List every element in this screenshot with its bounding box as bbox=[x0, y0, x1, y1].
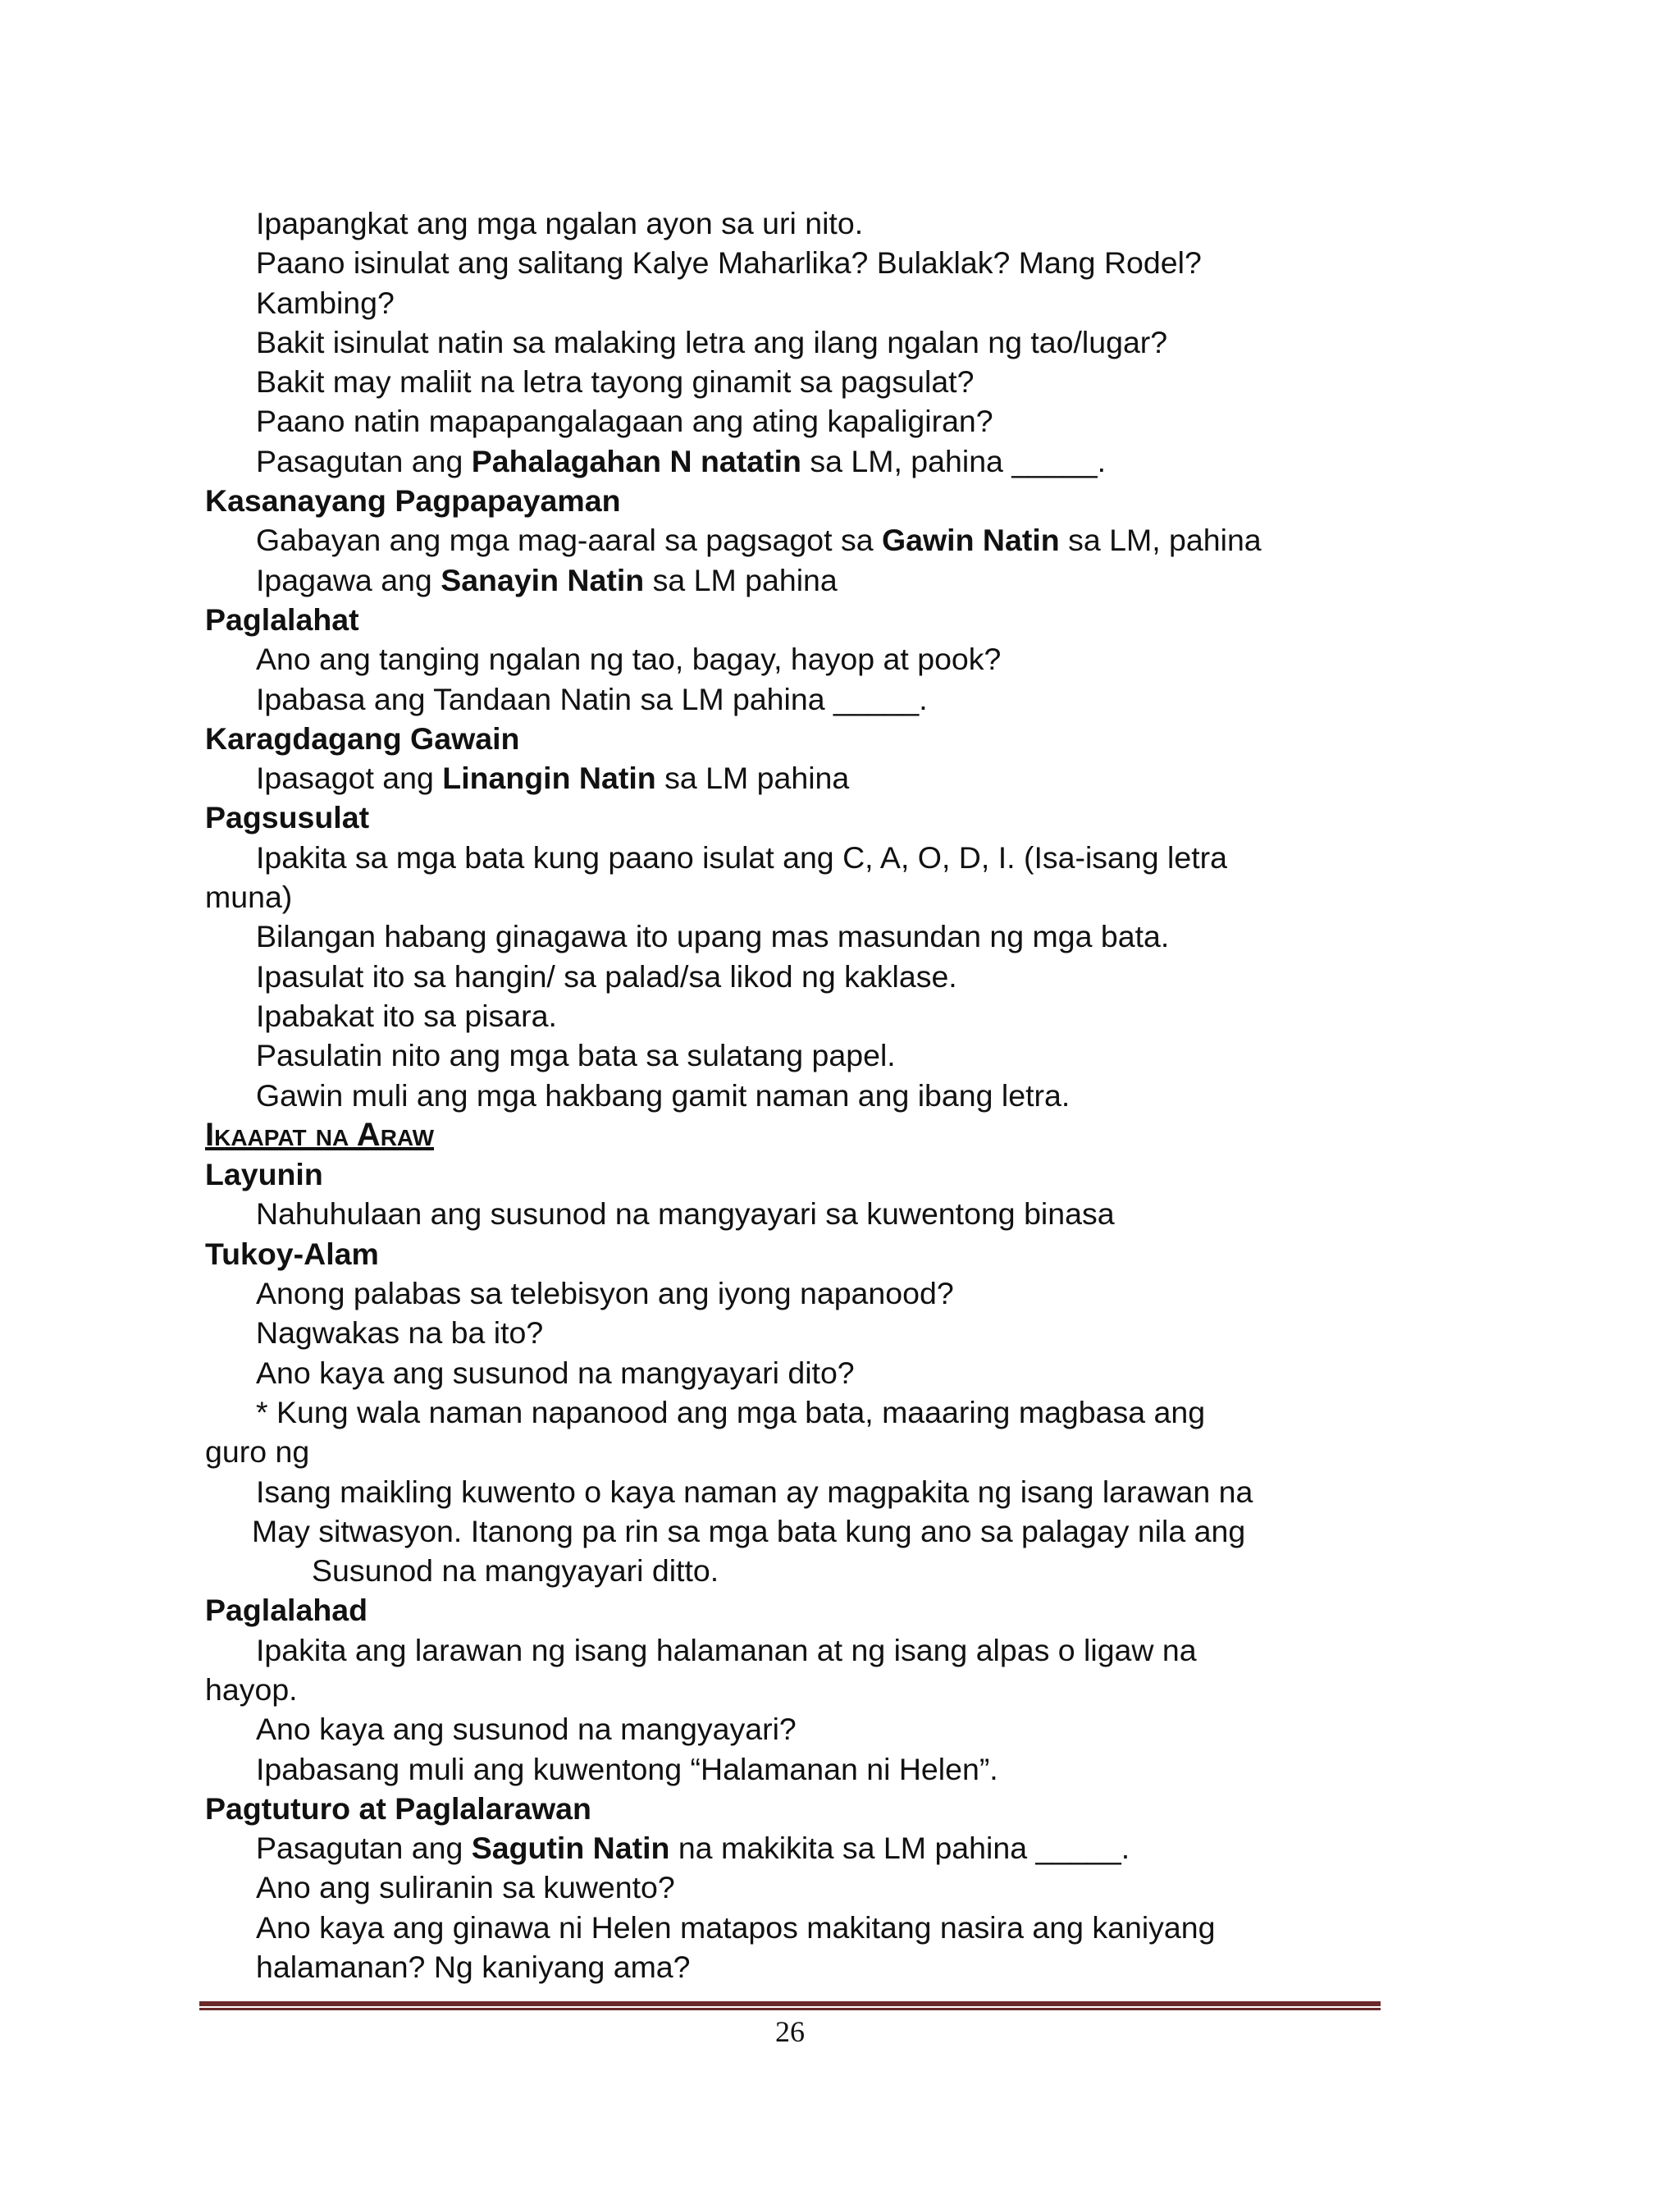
text-run: Ano ang suliranin sa kuwento? bbox=[256, 1870, 675, 1905]
text-line bbox=[205, 243, 1485, 282]
text-run: Layunin bbox=[205, 1157, 323, 1192]
text-line bbox=[205, 917, 1485, 956]
text-line bbox=[205, 1670, 1485, 1709]
text-run: Gabayan ang mga mag-aaral sa pagsagot sa bbox=[256, 523, 882, 558]
section-heading bbox=[205, 600, 1485, 639]
text-line bbox=[205, 996, 1485, 1036]
text-line bbox=[205, 441, 1485, 481]
text-run: Pasagutan ang bbox=[256, 1831, 472, 1866]
text-run: Nahuhulaan ang susunod na mangyayari sa kuwentong binasa bbox=[256, 1196, 1115, 1232]
text-run: Ipagawa ang bbox=[256, 562, 441, 597]
text-run: Ano ang tanging ngalan ng tao, bagay, hayop at pook? bbox=[256, 642, 1002, 677]
text-line bbox=[205, 1194, 1485, 1233]
section-heading bbox=[205, 719, 1485, 758]
text-line bbox=[205, 838, 1485, 877]
text-run: Ano kaya ang susunod na mangyayari? bbox=[256, 1712, 797, 1747]
text-run: Susunod na mangyayari ditto. bbox=[312, 1553, 719, 1589]
text-run: Pagtuturo at Paglalarawan bbox=[205, 1790, 591, 1826]
text-run: Paano isinulat ang salitang Kalye Maharlika? Bulaklak? Mang Rodel? bbox=[256, 245, 1202, 281]
section-heading bbox=[205, 1234, 1485, 1273]
text-line bbox=[205, 203, 1485, 243]
text-run: Anong palabas sa telebisyon ang iyong napanood? bbox=[256, 1276, 954, 1311]
bold-term: Gawin Natin bbox=[881, 523, 1060, 558]
text-line bbox=[205, 362, 1485, 401]
bold-term: Pahalagahan N natatin bbox=[471, 443, 801, 478]
section-heading bbox=[205, 1590, 1485, 1630]
text-run: Ipabasang muli ang kuwentong “Halamanan ni Helen”. bbox=[256, 1751, 998, 1786]
text-run: Ano kaya ang ginawa ni Helen matapos makitang nasira ang kaniyang bbox=[256, 1909, 1216, 1945]
text-line bbox=[205, 758, 1485, 798]
text-run: Ipabakat ito sa pisara. bbox=[256, 998, 557, 1033]
section-heading bbox=[205, 481, 1485, 520]
text-line bbox=[205, 322, 1485, 362]
section-heading bbox=[205, 798, 1485, 837]
page-number: 26 bbox=[775, 2015, 805, 2048]
text-run: Pasulatin nito ang mga bata sa sulatang papel. bbox=[256, 1038, 896, 1073]
text-run: Pagsusulat bbox=[205, 800, 370, 835]
text-run: Pasagutan ang bbox=[256, 443, 472, 478]
text-run: Ipasagot ang bbox=[256, 761, 443, 796]
bold-term: Sanayin Natin bbox=[441, 562, 645, 597]
text-run: Ipakita sa mga bata kung paano isulat ang C, A, O, D, I. (Isa-isang letra bbox=[256, 839, 1227, 875]
text-line bbox=[205, 957, 1485, 996]
document-body bbox=[205, 203, 1485, 1987]
text-run: Ipakita ang larawan ng isang halamanan at ng isang alpas o ligaw na bbox=[256, 1632, 1197, 1667]
text-line bbox=[205, 401, 1485, 441]
text-line bbox=[205, 1313, 1485, 1352]
text-run: Ipapangkat ang mga ngalan ayon sa uri nito. bbox=[256, 206, 864, 240]
text-line bbox=[205, 639, 1485, 679]
text-run: Paglalahat bbox=[205, 601, 359, 637]
text-run: Ikaapat na Araw bbox=[205, 1116, 435, 1153]
text-line bbox=[205, 1432, 1485, 1471]
text-run: Isang maikling kuwento o kaya naman ay magpakita ng isang larawan na bbox=[256, 1474, 1253, 1509]
text-line bbox=[205, 1947, 1485, 1987]
text-line bbox=[205, 1353, 1485, 1392]
text-run: sa LM pahina bbox=[655, 761, 850, 796]
text-run: Karagdagang Gawain bbox=[205, 720, 520, 756]
section-heading bbox=[205, 1154, 1485, 1194]
text-line bbox=[205, 1908, 1485, 1947]
text-run: halamanan? Ng kaniyang ama? bbox=[256, 1950, 691, 1985]
text-line bbox=[205, 1551, 1485, 1590]
text-run: Bakit isinulat natin sa malaking letra ang ilang ngalan ng tao/lugar? bbox=[256, 324, 1168, 359]
text-line bbox=[205, 520, 1485, 560]
text-line bbox=[205, 1630, 1485, 1670]
text-run: Tukoy-Alam bbox=[205, 1236, 379, 1271]
text-run: Ipabasa ang Tandaan Natin sa LM pahina _____. bbox=[256, 681, 928, 716]
text-run: sa LM pahina bbox=[644, 562, 838, 597]
text-run: hayop. bbox=[205, 1671, 298, 1707]
text-run: Gawin muli ang mga hakbang gamit naman ang ibang letra. bbox=[256, 1077, 1071, 1113]
text-run: Bilangan habang ginagawa ito upang mas masundan ng mga bata. bbox=[256, 919, 1170, 954]
text-run: sa LM, pahina bbox=[1059, 523, 1262, 558]
text-run: Paglalahad bbox=[205, 1593, 368, 1628]
text-line bbox=[205, 1828, 1485, 1868]
text-line bbox=[205, 1273, 1485, 1313]
text-line bbox=[205, 1392, 1485, 1432]
text-run: Kambing? bbox=[256, 285, 395, 320]
text-run: na makikita sa LM pahina _____. bbox=[669, 1831, 1130, 1866]
text-line bbox=[205, 1709, 1485, 1749]
bold-term: Linangin Natin bbox=[442, 761, 656, 796]
text-run: guro ng bbox=[205, 1434, 310, 1470]
text-line bbox=[205, 1868, 1485, 1907]
text-line bbox=[205, 283, 1485, 322]
footer-rule-thin bbox=[199, 2008, 1381, 2010]
text-line bbox=[205, 1036, 1485, 1075]
text-run: sa LM, pahina _____. bbox=[801, 443, 1107, 478]
footer-rule bbox=[199, 2001, 1381, 2010]
day-heading bbox=[205, 1115, 1485, 1154]
text-run: May sitwasyon. Itanong pa rin sa mga bata kung ano sa palagay nila ang bbox=[252, 1513, 1246, 1548]
text-line bbox=[205, 560, 1485, 600]
text-run: Bakit may maliit na letra tayong ginamit sa pagsulat? bbox=[256, 364, 975, 400]
text-run: Ano kaya ang susunod na mangyayari dito? bbox=[256, 1355, 855, 1390]
text-run: muna) bbox=[205, 880, 293, 915]
text-run: Nagwakas na ba ito? bbox=[256, 1315, 544, 1351]
text-line bbox=[205, 877, 1485, 917]
section-heading bbox=[205, 1789, 1485, 1828]
text-line bbox=[205, 679, 1485, 719]
text-line bbox=[205, 1749, 1485, 1789]
text-run: Ipasulat ito sa hangin/ sa palad/sa likod ng kaklase. bbox=[256, 958, 957, 994]
text-run: Kasanayang Pagpapayaman bbox=[205, 483, 621, 519]
text-run: Paano natin mapapangalagaan ang ating kapaligiran? bbox=[256, 404, 993, 439]
bold-term: Sagutin Natin bbox=[471, 1831, 670, 1866]
text-line bbox=[205, 1472, 1485, 1511]
text-line bbox=[205, 1076, 1485, 1115]
text-run: * Kung wala naman napanood ang mga bata, maaaring magbasa ang bbox=[256, 1394, 1206, 1429]
text-line bbox=[205, 1511, 1485, 1551]
